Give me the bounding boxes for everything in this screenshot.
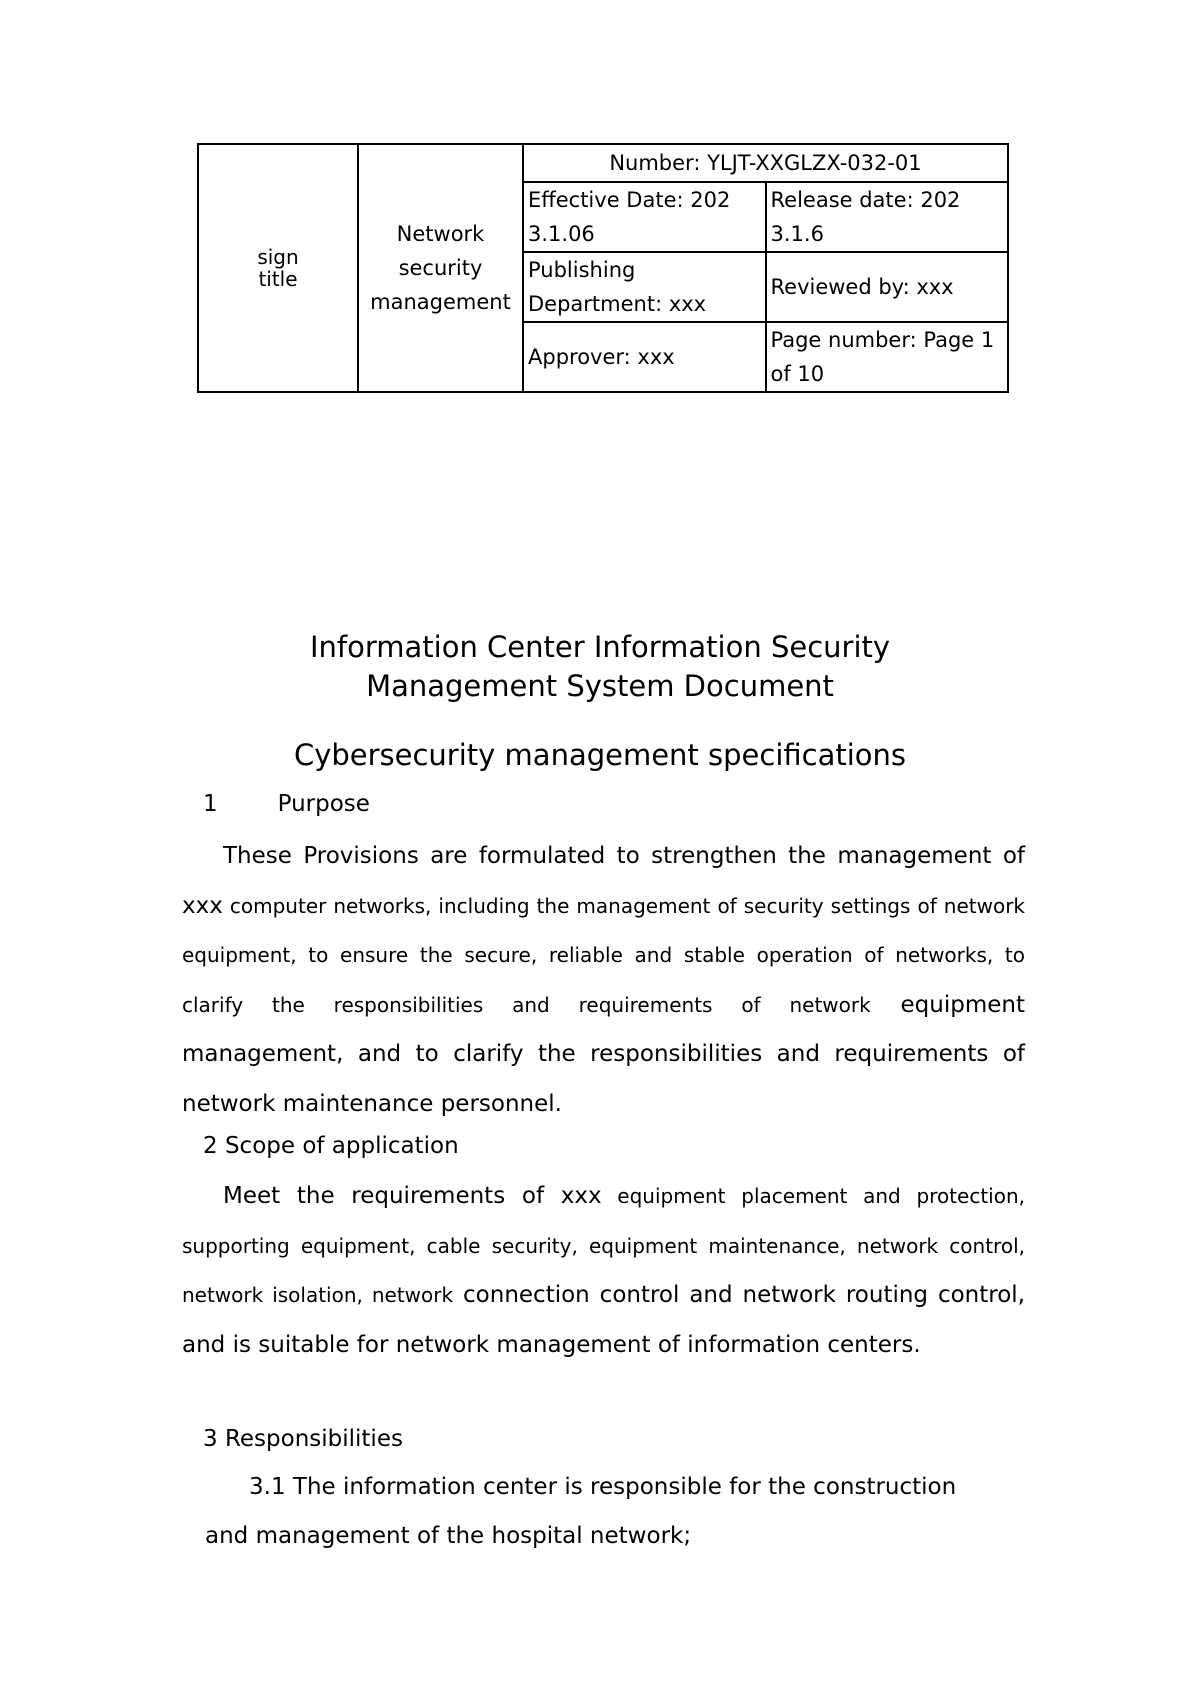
effective-date-cell xyxy=(523,182,766,252)
doc-name-cell xyxy=(358,144,523,392)
publishing-department-cell xyxy=(523,252,766,322)
purpose-middle: computer networks, including the management of security settings of network equipment, to ensure the secure, reliable and stable operation of networks, to clarify the responsibilities and requirements of network xyxy=(182,893,1025,1017)
purpose-tail: equipment management, and to clarify the responsibilities and requirements of network maintenance personnel. xyxy=(182,991,1025,1117)
release-date: Release date: 202 3.1.6 xyxy=(770,188,961,246)
publishing-department: Publishing Department: xxx xyxy=(528,258,707,316)
purpose-lead: These Provisions are formulated to strengthen the management of xxx xyxy=(182,843,1025,919)
effective-date: Effective Date: 202 3.1.06 xyxy=(528,188,731,246)
number-cell xyxy=(523,144,1008,182)
page-number-cell xyxy=(766,322,1009,392)
purpose-paragraph xyxy=(182,832,1025,1129)
reviewed-by: Reviewed by: xxx xyxy=(770,275,954,299)
section-1-heading xyxy=(203,780,370,829)
scope-lead: Meet the requirements of xxx xyxy=(223,1183,602,1209)
sign-title-cell xyxy=(198,144,358,392)
approver: Approver: xxx xyxy=(528,345,675,369)
scope-tail: connection control and network routing control, and is suitable for network management of information centers. xyxy=(182,1282,1025,1358)
doc-name: Network security management xyxy=(370,222,511,314)
section-1-number: 1 xyxy=(203,791,218,817)
responsibility-3-1: 3.1 The information center is responsible for the construction and management of the hospital network; xyxy=(205,1474,957,1549)
page-number: Page number: Page 1 of 10 xyxy=(770,328,995,386)
document-header-table xyxy=(197,143,1009,393)
release-date-cell xyxy=(766,182,1009,252)
section-1-title: Purpose xyxy=(277,791,370,817)
approver-cell xyxy=(523,322,766,392)
document-title: Information Center Information Security Management System Document xyxy=(309,630,891,703)
section-2-heading: 2 Scope of application xyxy=(203,1133,459,1159)
scope-paragraph xyxy=(182,1172,1025,1370)
section-3-heading: 3 Responsibilities xyxy=(203,1426,403,1452)
sign-title: sign title xyxy=(257,245,299,291)
doc-number: Number: YLJT-XXGLZX-032-01 xyxy=(609,151,922,175)
reviewed-by-cell xyxy=(766,252,1009,322)
specification-title: Cybersecurity management specifications xyxy=(293,738,907,772)
scope-middle: equipment placement and protection, supporting equipment, cable security, equipment maintenance, network control, network isolation, network xyxy=(182,1184,1025,1307)
